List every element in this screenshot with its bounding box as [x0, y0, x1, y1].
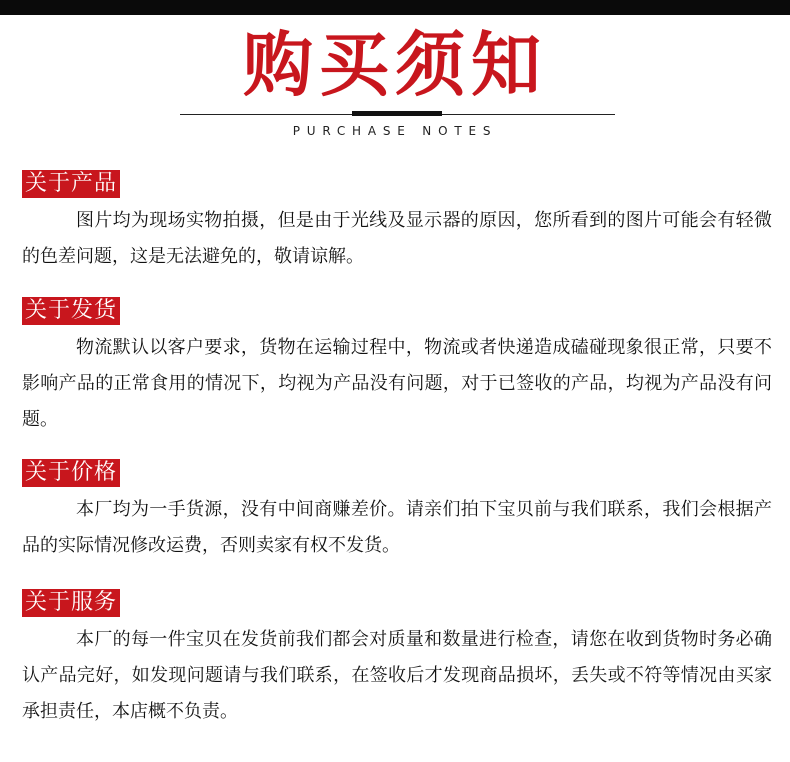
section-body: 本厂均为一手货源，没有中间商赚差价。请亲们拍下宝贝前与我们联系，我们会根据产品的实际情况修改运费，否则卖家有权不发货。 [22, 499, 772, 556]
section-heading: 关于服务 [22, 589, 120, 617]
section-shipping [22, 297, 772, 438]
section-product [22, 170, 772, 275]
top-bar [0, 0, 790, 15]
section-body: 物流默认以客户要求，货物在运输过程中，物流或者快递造成磕碰现象很正常，只要不影响产品的正常食用的情况下，均视为产品没有问题，对于已签收的产品，均视为产品没有问题。 [22, 337, 772, 430]
page-title: 购买须知 [243, 24, 547, 106]
section-price [22, 459, 772, 564]
section-heading: 关于产品 [22, 170, 120, 198]
section-body: 本厂的每一件宝贝在发货前我们都会对质量和数量进行检查，请您在收到货物时务必确认产品完好，如发现问题请与我们联系，在签收后才发现商品损坏，丢失或不符等情况由买家承担责任，本店概不负责。 [22, 629, 772, 722]
section-service [22, 589, 772, 730]
title-divider-accent [352, 111, 442, 116]
section-heading: 关于发货 [22, 297, 120, 325]
section-heading: 关于价格 [22, 459, 120, 487]
section-body: 图片均为现场实物拍摄，但是由于光线及显示器的原因，您所看到的图片可能会有轻微的色差问题，这是无法避免的，敬请谅解。 [22, 210, 772, 267]
page-subtitle: PURCHASE NOTES [292, 124, 498, 138]
